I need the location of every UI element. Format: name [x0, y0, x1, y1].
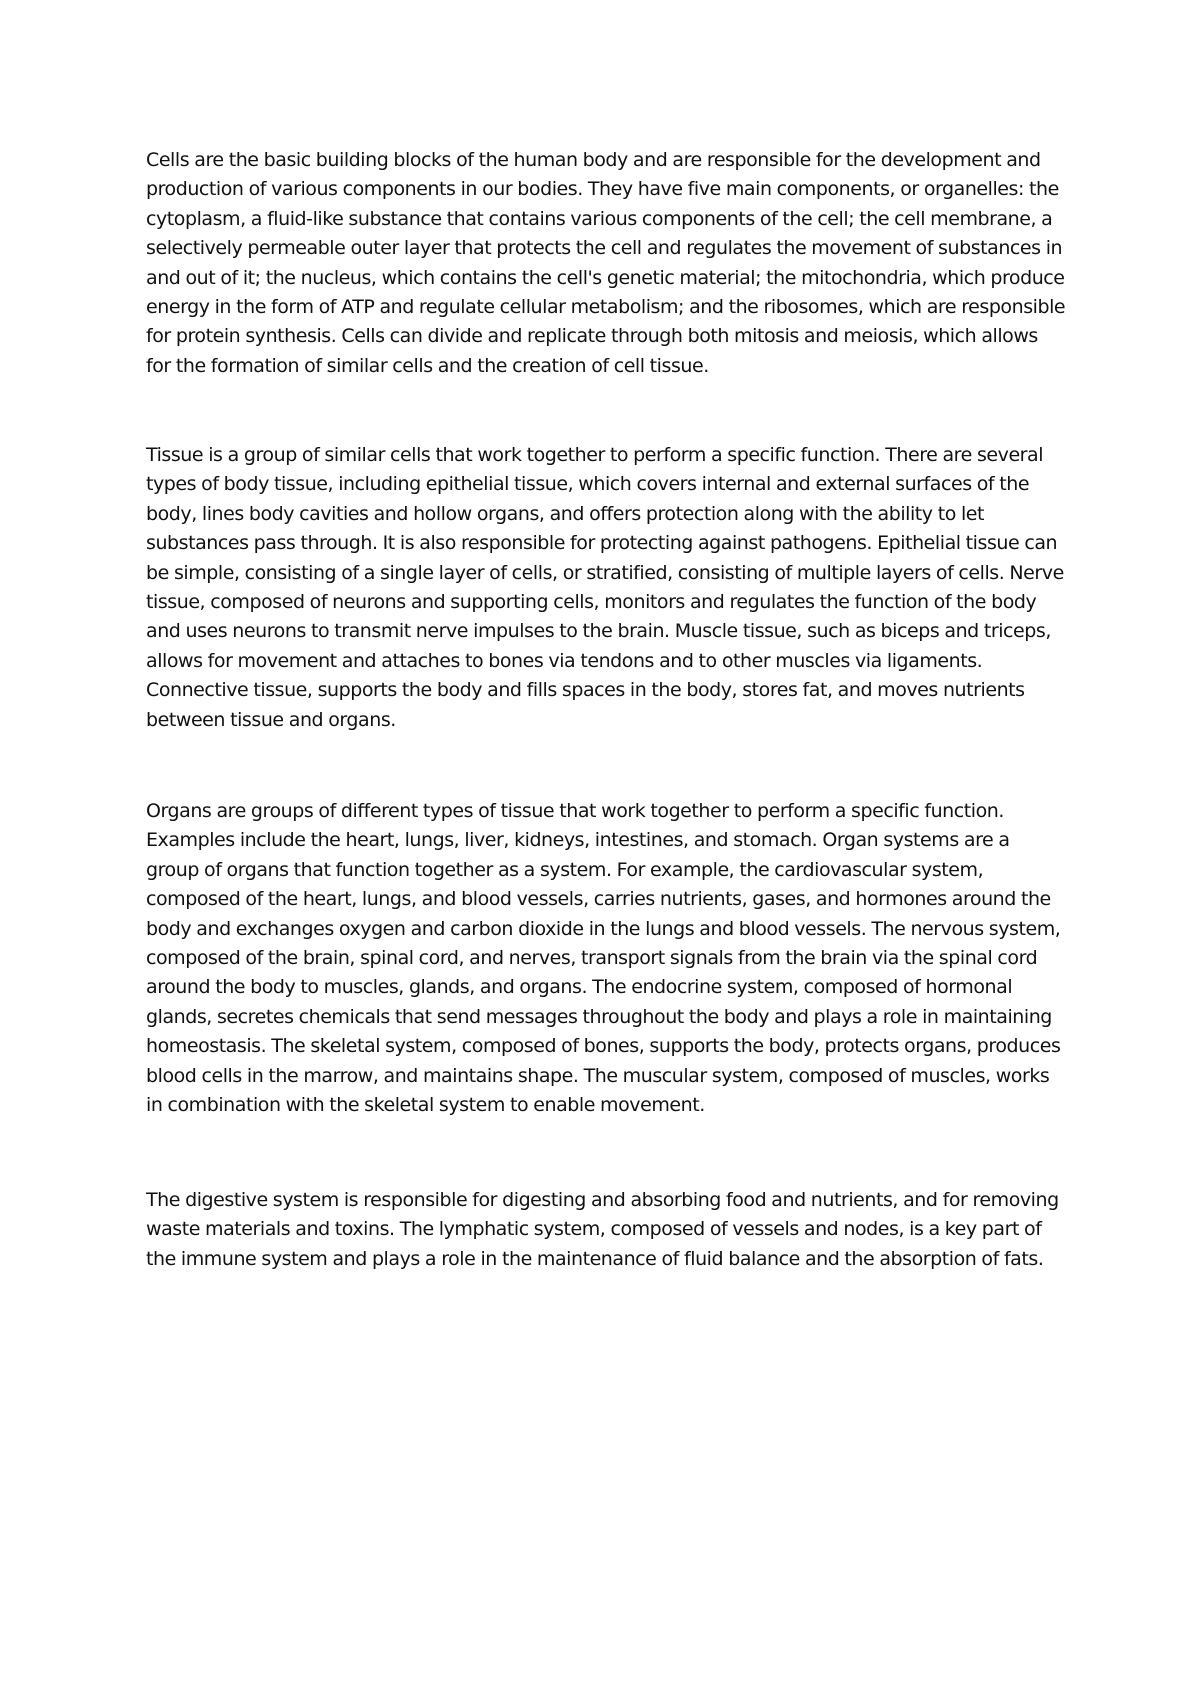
paragraph-organs: Organs are groups of different types of tissue that work together to perform a specific function. Examples include the heart, lungs, liver, kidneys, intestines, and stomach. Organ systems are a group of organs that function together as a system. For example, the cardiovascular system, composed of the heart, lungs, and blood vessels, carries nutrients, gases, and hormones around the body and exchanges oxygen and carbon dioxide in the lungs and blood vessels. The nervous system, composed of the brain, spinal cord, and nerves, transport signals from the brain via the spinal cord around the body to muscles, glands, and organs. The endocrine system, composed of hormonal glands, secretes chemicals that send messages throughout the body and plays a role in maintaining homeostasis. The skeletal system, composed of bones, supports the body, protects organs, produces blood cells in the marrow, and maintains shape. The muscular system, composed of muscles, works in combination with the skeletal system to enable movement. [146, 800, 1061, 1117]
paragraph-digestive-lymphatic: The digestive system is responsible for digesting and absorbing food and nutrients, and for removing waste materials and toxins. The lymphatic system, composed of vessels and nodes, is a key part of the immune system and plays a role in the maintenance of fluid balance and the absorption of fats. [146, 1189, 1059, 1270]
paragraph-tissue: Tissue is a group of similar cells that work together to perform a specific function. There are several types of body tissue, including epithelial tissue, which covers internal and external surfaces of the body, lines body cavities and hollow organs, and offers protection along with the ability to let substances pass through. It is also responsible for protecting against pathogens. Epithelial tissue can be simple, consisting of a single layer of cells, or stratified, consisting of multiple layers of cells. Nerve tissue, composed of neurons and supporting cells, monitors and regulates the function of the body and uses neurons to transmit nerve impulses to the brain. Muscle tissue, such as biceps and triceps, allows for movement and attaches to bones via tendons and to other muscles via ligaments. Connective tissue, supports the body and fills spaces in the body, stores fat, and moves nutrients between tissue and organs. [146, 444, 1064, 731]
paragraph-cells: Cells are the basic building blocks of the human body and are responsible for the development and production of various components in our bodies. They have five main components, or organelles: the cytoplasm, a fluid-like substance that contains various components of the cell; the cell membrane, a selectively permeable outer layer that protects the cell and regulates the movement of substances in and out of it; the nucleus, which contains the cell's genetic material; the mitochondria, which produce energy in the form of ATP and regulate cellular metabolism; and the ribosomes, which are responsible for protein synthesis. Cells can divide and replicate through both mitosis and meiosis, which allows for the formation of similar cells and the creation of cell tissue. [146, 149, 1066, 377]
